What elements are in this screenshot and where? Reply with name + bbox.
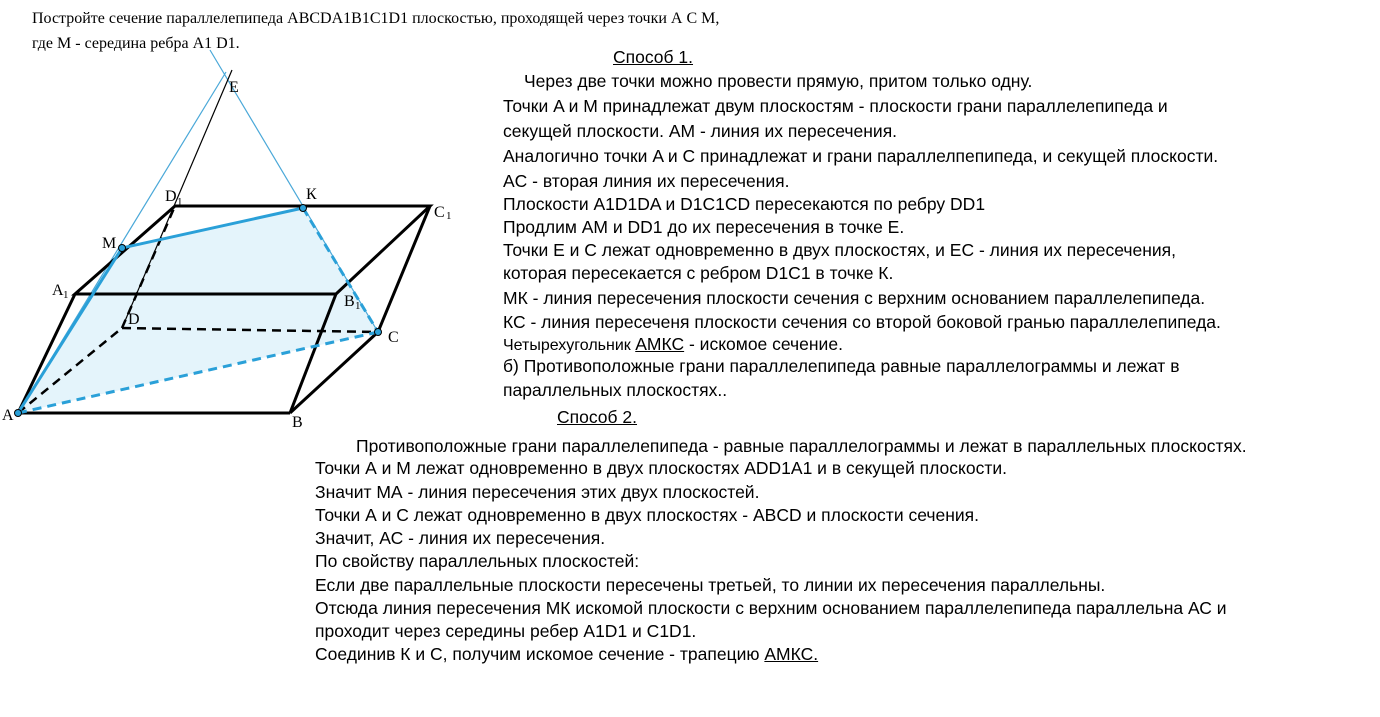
method2-title: Способ 2. — [557, 407, 638, 427]
method2-line-2: Точки А и М лежат одновременно в двух плоскостях ADD1A1 и в секущей плоскости. — [315, 458, 1007, 478]
problem-line-1: Постройте сечение параллелепипеда ABCDA1B1C1D1 плоскостью, проходящей через точки А С М, — [32, 10, 720, 27]
method1-line-9: которая пересекается с ребром D1C1 в точке К. — [503, 263, 894, 283]
point-C — [375, 329, 382, 336]
method1-line-8: Точки Е и С лежат одновременно в двух плоскостях, и ЕС - линия их пересечения, — [503, 240, 1177, 260]
edge-CC1 — [378, 206, 430, 332]
method2-final-name: АМКС. — [764, 644, 819, 664]
point-K — [300, 205, 307, 212]
method2-line-9: проходит через середины ребер A1D1 и C1D1. — [315, 621, 697, 641]
method2-line-4: Точки А и С лежат одновременно в двух плоскостях - ABCD и плоскости сечения. — [315, 505, 979, 525]
label-D1-sub: 1 — [177, 196, 183, 208]
method1-line-5: AC - вторая линия их пересечения. — [503, 171, 790, 191]
problem-line-2: где М - середина ребра A1 D1. — [32, 35, 240, 52]
method2-line-5: Значит, АС - линия их пересечения. — [315, 528, 606, 548]
method1-line-1: Через две точки можно провести прямую, притом только одну. — [524, 71, 1033, 91]
method1-line-3: секущей плоскости. AM - линия их пересечения. — [503, 121, 898, 141]
method2-line-7: Если две параллельные плоскости пересечены третьей, то линии их пересечения параллельны. — [315, 575, 1106, 595]
label-A1-sub: 1 — [63, 289, 69, 301]
method2-final-prefix: Соединив К и С, получим искомое сечение - трапецию — [315, 644, 765, 664]
label-E: E — [229, 79, 239, 96]
method2-line-8: Отсюда линия пересечения МК искомой плоскости с верхним основанием параллелепипеда параллельна АС и — [315, 598, 1227, 618]
label-M: M — [102, 235, 117, 252]
label-B: B — [292, 414, 303, 431]
parallelepiped-figure — [0, 0, 560, 440]
label-K: К — [306, 186, 317, 203]
method2-line-3: Значит МА - линия пересечения этих двух плоскостей. — [315, 482, 760, 502]
label-B1-sub: 1 — [355, 300, 361, 312]
label-D: D — [128, 311, 140, 328]
method2-line-1: Противоположные грани параллелепипеда - равные параллелограммы и лежат в параллельных плоскостях. — [356, 436, 1247, 456]
label-C1-sub: 1 — [446, 210, 452, 222]
label-B1: B — [344, 293, 355, 310]
label-C1: C — [434, 204, 445, 221]
method1-line-7: Продлим AM и DD1 до их пересечения в точке Е. — [503, 217, 905, 237]
method1-quad-name: АМКС — [635, 334, 685, 354]
method1-line-12: б) Противоположные грани параллелепипеда равные параллелограммы и лежат в — [503, 356, 1180, 376]
label-C: C — [388, 329, 399, 346]
method1-title: Способ 1. — [613, 47, 694, 67]
method1-line-2: Точки A и M принадлежат двум плоскостям - плоскости грани параллелепипеда и — [503, 96, 1168, 116]
method1-line-10: МК - линия пересечения плоскости сечения с верхним основанием параллелепипеда. — [503, 288, 1206, 308]
label-A1: A — [52, 282, 64, 299]
point-A — [15, 410, 22, 417]
method2-line-6: По свойству параллельных плоскостей: — [315, 551, 640, 571]
label-A: A — [2, 407, 14, 424]
method1-line-4: Аналогично точки A и C принадлежат и грани параллелпепипеда, и секущей плоскости. — [503, 146, 1219, 166]
method2-final-line — [315, 643, 818, 666]
method1-line-13: параллельных плоскостях.. — [503, 380, 728, 400]
label-D1: D — [165, 188, 177, 205]
method1-line-6: Плоскости A1D1DA и D1C1CD пересекаются по ребру DD1 — [503, 194, 986, 214]
method1-quad-line — [503, 333, 843, 357]
method1-quad-prefix: Четырехугольник — [503, 337, 636, 354]
point-M — [119, 245, 126, 252]
method1-line-11: КС - линия пересеченя плоскости сечения со второй боковой гранью параллелепипеда. — [503, 312, 1221, 332]
method1-quad-suffix: - искомое сечение. — [684, 334, 843, 354]
